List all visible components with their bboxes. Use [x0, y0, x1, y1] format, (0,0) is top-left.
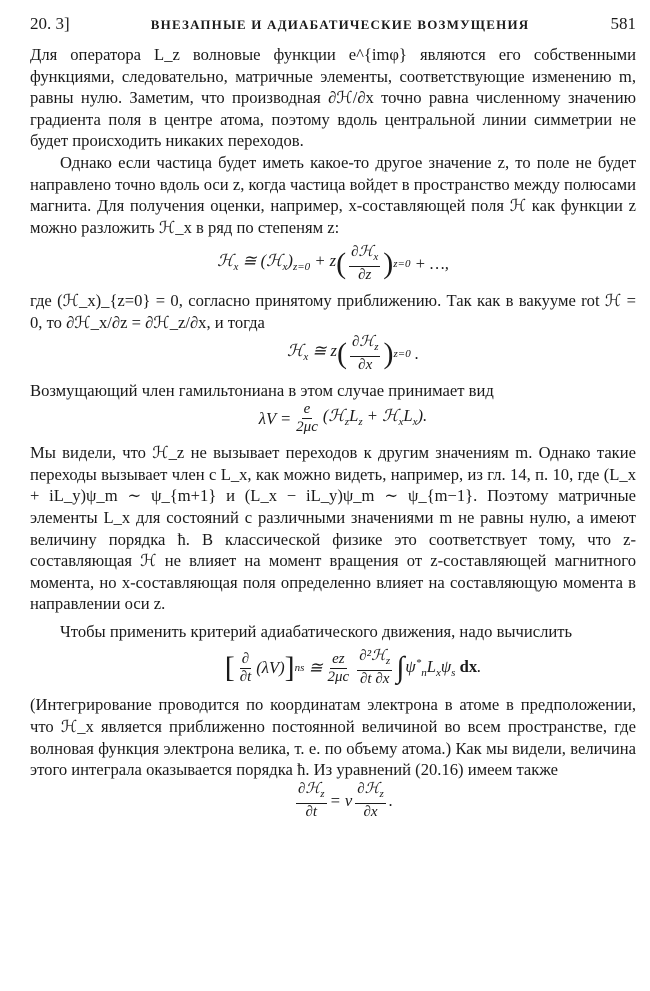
- page-header: [30, 14, 636, 44]
- equation-2: ℋ$_x$ ≅ z ( $\frac{\partial ℋ_z}{\partial x}$ ) z=0 .: [286, 333, 419, 373]
- paragraph-6: Чтобы применить критерий адиабатического движения, надо вычислить: [60, 621, 573, 641]
- book-page: [30, 14, 636, 821]
- equation-1: ℋ$_x$ ≅ $(ℋ_x)_{z=0} + z$ ( $\frac{\partial ℋ_x}{\partial z}$ ) z=0 + …,: [217, 244, 449, 284]
- paragraph-7: (Интегрирование проводится по координатам электрона в атоме в предположении, что ℋ_x является приближенно постоянной величиной во всем пространстве, где волновая функция электрона велика, т. е. по объему атома.) Как мы видели, величина этого интеграла оказывается порядка ħ. Из уравнений (20.16) имеем также: [30, 695, 636, 780]
- paragraph-2: Однако если частица будет иметь какое-то другое значение z, то поле не будет направлено точно вдоль оси z, когда частица войдет в пространство между полюсами магнита. Для получения оценки, например, x-составляющей поля ℋ как функции z можно разложить ℋ_x в ряд по степеням z:: [30, 152, 636, 237]
- equation-4: [ $\frac{\partial}{\partial t}$ (λV) ] ns ≅ $\frac{ez}{2\mu c}$ $\frac{\partial^2ℋ_z}{\partial t \partial x}$ ∫ $\psi^*_nL_x\psi_s$ dx.: [224, 648, 482, 688]
- running-title: ВНЕЗАПНЫЕ И АДИАБАТИЧЕСКИЕ ВОЗМУЩЕНИЯ: [150, 17, 530, 32]
- equation-5: $\frac{\partial ℋ_z}{\partial t}$ = v $\frac{\partial ℋ_z}{\partial x}$ .: [298, 780, 393, 820]
- paragraph-1: Для оператора L_z волновые функции e^{imφ} являются его собственными функциями, следовательно, матричные элементы, соответствующие изменению m, равны нулю. Заметим, что производная ∂ℋ/∂x точно равна численному значению градиента поля в центре атома, поэтому вдоль центральной линии симметрии не будет происходить никаких переходов.: [30, 45, 636, 151]
- paragraph-3: где (ℋ_x)_{z=0} = 0, согласно принятому приближению. Так как в вакууме rot ℋ = 0, то ∂ℋ_x/∂z = ∂ℋ_z/∂x, и тогда: [30, 291, 636, 332]
- paragraph-5: Мы видели, что ℋ_z не вызывает переходов к другим значениям m. Однако такие переходы вызывает член с L_x, как можно видеть, например, из гл. 14, п. 10, где (L_x + iL_y)ψ_m ∼ ψ_{m+1} и (L_x − iL_y)ψ_m ∼ ψ_{m−1}. Поэтому матричные элементы L_x для состояний с различными значениями m не равны нулю, а имеют величину порядка ħ. В классической физике это соответствует тому, что z-составляющая ℋ не влияет на момент вращения от z-составляющей магнитного момента, но x-составляющая поля определенно влияет на составляющую момента в направлении оси z.: [30, 443, 636, 614]
- equation-3: λV = $\frac{e}{2\mu c}$ ($ℋ_zL_z$ + $ℋ_xL_x$).: [258, 401, 428, 436]
- paragraph-4: Возмущающий член гамильтониана в этом случае принимает вид: [30, 380, 494, 400]
- section-number: 20. 3]: [30, 14, 70, 33]
- page-number: 581: [610, 14, 636, 33]
